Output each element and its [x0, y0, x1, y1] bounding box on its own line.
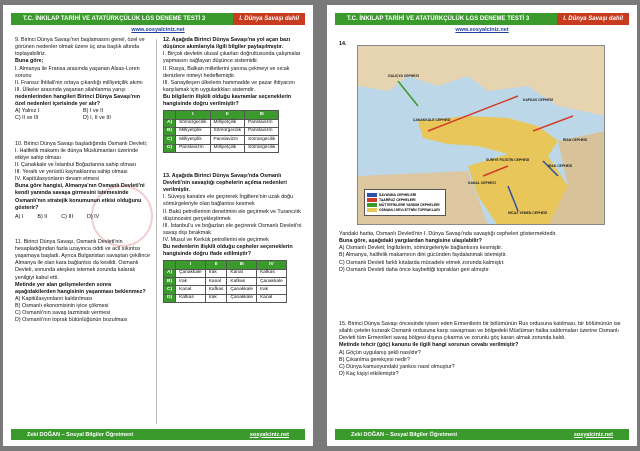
q9-lead: Buna göre; [15, 58, 44, 65]
table-cell: Kanal [257, 294, 287, 302]
table-cell: Kafkas [205, 286, 227, 294]
q10-stem: 10. Birinci Dünya Savaşı başladığında Osmanlı Devleti; [15, 140, 148, 147]
q10-option-c[interactable]: C) III [61, 213, 73, 220]
table-cell: Milliyetçilik [210, 119, 244, 127]
q12-item: III. Sanayileşen ülkelerin hammadde ve pazar ihtiyacını karşılamak için uyguladıkları sistemdir. [163, 79, 295, 93]
q9-item: III. Ülkeler arasında yaşanan silahlanma yarışı [15, 86, 126, 93]
q12-question: Bu bilgilerin ilişkili olduğu kavramlar seçeneklerin hangisinde doğru verilmiştir? [163, 94, 292, 108]
q10-option-b[interactable]: B) II [37, 213, 48, 220]
table-header-cell [164, 261, 176, 269]
q14-option-d[interactable]: D) Osmanlı Devleti daha önce kaybettiği toprakları geri almıştır. [339, 266, 491, 273]
q11-option-a[interactable]: A) Kapitülasyonların kaldırılması [15, 295, 93, 302]
q14-option-b[interactable]: B) Almanya, halifelik makamının dini gücünden faydalanmak istemiştir. [339, 252, 507, 259]
q11-stem: 11. Birinci Dünya Savaşı, Osmanlı Devleti'nin hesapladığından fazla uzayınca ciddi ve acil sıkıntısı yaşamaya başladı. Ayrıca Bulgaristan savaştan çekilince Almanya ile olan kara bağlantısı da kesildi. Osmanlı Devleti, sonunda ateşkes istemek zorunda kalarak yenilgiyi kabul etti. [15, 238, 151, 281]
q10-item: II. Çanakkale ve İstanbul Boğazlarına sahip olması [15, 161, 137, 168]
table-cell: Kanal [205, 278, 227, 286]
q15-question: Metinde tehcir (göç) kanunu ile ilgili hangi sorunun cevabı verilmiştir? [339, 342, 519, 349]
question-15 [339, 321, 625, 378]
footer-site-link[interactable]: sosyalciniz.net [249, 431, 289, 438]
q10-question: Buna göre hangisi, Almanya'nın Osmanlı Devleti'ni kendi yanında savaşa girmesini istemesinde Osmanlı'nın stratejik konumunun etkisi olduğunu gösterir? [15, 183, 145, 211]
table-cell: Kafkas [176, 294, 206, 302]
table-cell: Milliyetçilik [176, 136, 210, 144]
option-label: A) [164, 269, 176, 277]
table-row[interactable] [164, 286, 287, 294]
table-header-cell: III [245, 111, 279, 119]
question-14 [339, 231, 625, 274]
site-link[interactable]: www.sosyalciniz.net [455, 27, 509, 33]
option-label: B) [164, 278, 176, 286]
q14-stem: Yandaki harita, Osmanlı Devleti'nin I. Dünya Savaşı'nda savaştığı cepheleri göstermektedir. [339, 231, 557, 237]
q15-option-d[interactable]: D) Kaç kişiyi etkilemiştir? [339, 370, 399, 377]
q14-question: Buna göre, aşağıdaki yargılardan hangisine ulaşılabilir? [339, 238, 482, 245]
table-cell: Irak [176, 278, 206, 286]
table-cell: Kanal [176, 286, 206, 294]
column-left [15, 37, 151, 330]
footer-site-link[interactable]: sosyalciniz.net [573, 431, 613, 438]
q13-options-table [163, 260, 287, 303]
table-cell: Çanakkale [227, 286, 257, 294]
q9-option-a[interactable]: A) Yalnız I [15, 108, 40, 115]
question-12 [163, 37, 303, 153]
page-header [335, 13, 629, 25]
table-header-cell: II [205, 261, 227, 269]
table-cell: Çanakkale [257, 278, 287, 286]
q14-option-a[interactable]: A) Osmanlı Devleti; İngilizlerin, sömürgeleriyle bağlantısını kesmiştir. [339, 245, 503, 252]
q15-option-a[interactable]: A) Göçün uygulanış şekli nasıldır? [339, 349, 421, 356]
table-header-cell: I [176, 261, 206, 269]
q11-question: Metinde yer alan gelişmelerden sonra aşağıdakilerden hangisinin yaşanması beklenmez? [15, 281, 146, 295]
page-footer [11, 429, 305, 440]
table-cell: Kanal [227, 269, 257, 277]
table-row[interactable] [164, 269, 287, 277]
legend-swatch [367, 193, 377, 197]
map-label: KANAL CEPHESİ [468, 181, 496, 185]
q15-option-c[interactable]: C) Dünya kamuoyundaki yankısı nasıl olmuştur? [339, 363, 455, 370]
legend-swatch [367, 198, 377, 202]
option-label: D) [164, 144, 176, 152]
q13-item: IV. Musul ve Kerkük petrollerini ele geçirmek [163, 237, 269, 244]
q10-option-a[interactable]: A) I [15, 213, 24, 220]
q13-item: I. Süveyş kanalını ele geçirerek İngiltere'nin uzak doğu sömürgeleriyle olan bağlantısı kesmek [163, 194, 294, 208]
option-label: D) [164, 294, 176, 302]
q9-stem: 9. Birinci Dünya Savaşı'nın başlamasını genel, özel ve görünen nedenler olmak üzere üç ana başlık altında toplayabiliriz. [15, 37, 145, 58]
legend-entry: TAARRUZ CEPHELERİ [379, 198, 416, 202]
legend-entry: SAVUNMA CEPHELERİ [379, 193, 417, 197]
q11-option-c[interactable]: C) Osmanlı'nın savaş tazminatı vermesi [15, 310, 111, 317]
header-title: T.C. İNKILAP TARİHİ VE ATATÜRKÇÜLÜK LGS DENEME TESTİ 3 [347, 16, 530, 22]
table-cell: Irak [257, 286, 287, 294]
option-label: C) [164, 286, 176, 294]
table-row[interactable] [164, 136, 279, 144]
option-label: A) [164, 119, 176, 127]
legend-swatch [367, 208, 377, 212]
q13-stem: 13. Aşağıda Birinci Dünya Savaşı'nda Osmanlı Devleti'nin savaştığı cephelerin açılma nedenleri verilmiştir. [163, 172, 287, 194]
table-cell: Kafkas [227, 278, 257, 286]
q9-option-d[interactable]: D) I, II ve III [83, 115, 111, 122]
table-cell: Çanakkale [227, 294, 257, 302]
q12-options-table [163, 110, 279, 153]
map-label: KAFKAS CEPHESİ [523, 98, 553, 102]
q9-option-b[interactable]: B) I ve II [83, 108, 104, 115]
q10-item: IV. Kapitülasyonların devam etmesi [15, 176, 99, 183]
q11-option-b[interactable]: B) Osmanlı ekonomisinin iyice çökmesi [15, 303, 109, 309]
header-section: I. Dünya Savaşı dahil [233, 13, 305, 25]
q15-stem: 15. Birinci Dünya Savaşı öncesinde iyisen eden Ermenilerin bir bölümünün Rus ordusuna katılması, bir bölümünün ise silahlı çeteler kurarak Osmanlı ordusuna karşı savaşması ve bölgedeki Müslüman halka saldırmaları üzerine Osmanlı Devleti tüm Ermenileri savaş bölgesi dışına çıkarma ve zorunlu göç kararı almak zorunda kaldı. [339, 321, 621, 342]
page-header [11, 13, 305, 25]
table-header-cell: III [227, 261, 257, 269]
column-right [163, 37, 303, 309]
table-cell: Sömürgecilik [245, 144, 279, 152]
map-label: HİCAZ YEMEN CEPHESİ [508, 211, 548, 215]
q9-question: nedenlerinden hangileri Birinci Dünya Savaşı'nın özel nedenleri içerisinde yer alır? [15, 94, 140, 108]
q14-number [339, 41, 347, 48]
table-row[interactable] [164, 119, 279, 127]
q10-option-d[interactable]: D) IV [86, 213, 100, 220]
option-label: B) [164, 127, 176, 135]
table-row[interactable] [164, 294, 287, 302]
table-cell: Sömürgecilik [245, 136, 279, 144]
q9-item: II. Fransız İhtilali'nin ortaya çıkardığı milliyetçilik akımı [15, 79, 143, 86]
option-label: C) [164, 136, 176, 144]
table-cell: Panslavizm [245, 127, 279, 135]
table-header-cell: II [210, 111, 244, 119]
table-cell: Milliyetçilik [176, 127, 210, 135]
q11-option-d[interactable]: D) Osmanlı'nın toprak bütünlüğünün bozulması [15, 317, 128, 324]
table-row[interactable] [164, 278, 287, 286]
question-13 [163, 173, 303, 303]
table-header-cell [164, 111, 176, 119]
q12-stem: 12. Aşağıda Birinci Dünya Savaşı'na yol açan bazı düşünce akımlarıyla ilgili bilgiler paylaşılmıştır. [163, 37, 291, 51]
table-row[interactable] [164, 127, 279, 135]
q13-question: Bu nedenlerin ilişkili olduğu cepheler seçeneklerin hangisinde doğru ifade edilmiştir? [163, 244, 293, 258]
q12-item: I. Birçok devletin ulusal çıkarları doğrultusunda çalışmalar yapmasını sağlayan düşünce sistemidir. [163, 51, 301, 65]
footer-author: Zeki DOĞAN – Sosyal Bilgiler Öğretmeni [351, 431, 458, 438]
column-divider [156, 39, 157, 424]
table-header-cell: I [176, 111, 210, 119]
table-cell: Panslavizm [245, 119, 279, 127]
page-footer [335, 429, 629, 440]
map-label: IRAK CEPHESİ [548, 164, 573, 168]
question-9 [15, 37, 151, 123]
page-left [3, 5, 313, 446]
table-cell: Sömürgecilik [176, 119, 210, 127]
table-cell: Irak [205, 294, 227, 302]
q9-option-c[interactable]: C) II ve III [15, 115, 39, 122]
table-row[interactable] [164, 144, 279, 152]
table-cell: Sömürgecilik [210, 127, 244, 135]
site-link[interactable]: www.sosyalciniz.net [131, 27, 185, 33]
q13-item: II. Bakü petrollerinin denetimini ele geçirmek ve Turancılık düşüncesini gerçekleştirmek [163, 208, 301, 222]
question-number: 14. [339, 41, 347, 47]
map-label: SURİYE FİLİSTİN CEPHESİ [486, 158, 530, 162]
q9-item: I. Almanya ile Fransa arasında yaşanan Alsas-Loren sorunu [15, 65, 140, 79]
legend-entry: MÜTTEFİKLERE YARDIM CEPHELERİ [379, 203, 440, 207]
map-label: ÇANAKKALE CEPHESİ [413, 118, 451, 122]
q15-option-b[interactable]: B) Çıkarılma gerekçesi nedir? [339, 356, 411, 363]
question-11 [15, 239, 151, 325]
q10-item: I. Halifelik makamı ile dünya Müslümanları üzerinde etkiye sahip olması [15, 147, 139, 161]
question-10 [15, 141, 151, 221]
legend-entry: OSMANLI DEVLETİ'NİN TOPRAKLARI [379, 208, 440, 212]
map-label: İRAN CEPHESİ [563, 138, 588, 142]
legend-swatch [367, 203, 377, 207]
table-cell: Panslavizm [210, 136, 244, 144]
map-legend [364, 189, 446, 216]
q12-item: II. Rusya, Balkan milletlerini yanına çekmeyi ve sıcak denizlere inmeyi hedeflemiştir. [163, 65, 290, 79]
q10-item: III. Yeraltı ve yerüstü kaynaklarına sahip olması [15, 169, 128, 175]
table-cell: Milliyetçilik [210, 144, 244, 152]
page-right [327, 5, 637, 446]
footer-author: Zeki DOĞAN – Sosyal Bilgiler Öğretmeni [27, 431, 134, 438]
fronts-map [357, 45, 605, 225]
table-cell: Çanakkale [176, 269, 206, 277]
table-cell: Panslavizm [176, 144, 210, 152]
q13-item: III. İstanbul'u ve boğazları ele geçirerek Osmanlı Devleti'ni savaş dışı bırakmak [163, 222, 302, 236]
map-label: GALİÇYA CEPHESİ [388, 74, 419, 78]
q14-option-c[interactable]: C) Osmanlı Devleti farklı kıtalarda mücadele etmek zorunda kalmıştır. [339, 259, 505, 266]
header-section: I. Dünya Savaşı dahil [557, 13, 629, 25]
table-header-cell: IV [257, 261, 287, 269]
table-cell: Irak [205, 269, 227, 277]
header-title: T.C. İNKILAP TARİHİ VE ATATÜRKÇÜLÜK LGS DENEME TESTİ 3 [23, 16, 206, 22]
table-cell: Kafkas [257, 269, 287, 277]
